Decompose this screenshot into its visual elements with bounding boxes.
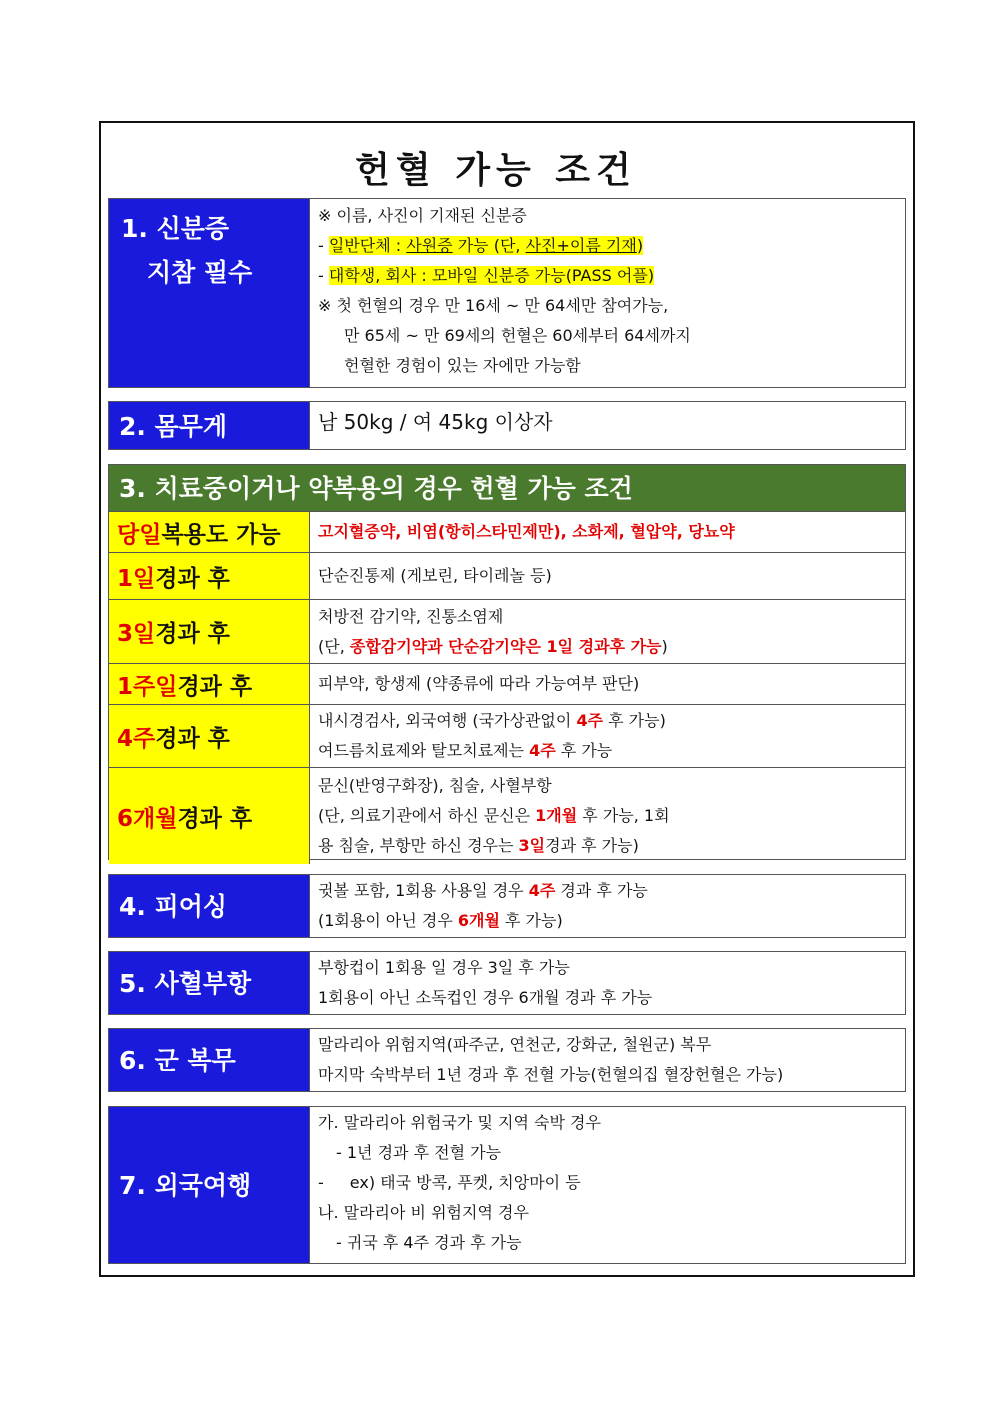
- section-military-label: 6. 군 복무: [109, 1029, 310, 1091]
- text-span: 후 가능): [603, 711, 666, 730]
- text-line: [318, 876, 897, 906]
- section-piercing: [108, 874, 906, 938]
- section-weight: [108, 401, 906, 450]
- text-line: [318, 1168, 897, 1198]
- text-line: - 귀국 후 4주 경과 후 가능: [336, 1233, 522, 1252]
- text-span: ex) 태국 방콕, 푸켓, 치앙마이 등: [349, 1173, 581, 1192]
- table-row: [109, 553, 905, 600]
- row-label-highlight: 4주: [117, 725, 156, 752]
- text-line: 문신(반영구화장), 침술, 사혈부항: [318, 776, 552, 795]
- table-row: [109, 512, 905, 553]
- text-span: 경과 후 가능: [555, 881, 648, 900]
- text-span: 귓볼 포함, 1회용 사용일 경우: [318, 881, 529, 900]
- row-content: [310, 600, 905, 663]
- section-cupping-label: 5. 사혈부항: [109, 952, 310, 1014]
- row-label-text: 경과 후: [177, 673, 253, 700]
- text-span: 6개월: [457, 911, 500, 930]
- text-line: - 1년 경과 후 전혈 가능: [336, 1143, 502, 1162]
- text-span: -: [318, 236, 329, 255]
- row-label-highlight: 1주일: [117, 673, 178, 700]
- row-label-text: 경과 후: [155, 565, 230, 592]
- row-content: [310, 705, 905, 767]
- row-label-text: 경과 후: [155, 621, 230, 647]
- text-span: 4주: [528, 881, 556, 900]
- section-weight-content: 남 50kg / 여 45kg 이상자: [318, 410, 553, 434]
- text-span: 내시경검사, 외국여행 (국가상관없이: [318, 711, 577, 730]
- text-line: [318, 801, 897, 831]
- row-content: [310, 768, 905, 864]
- text-span: ): [636, 236, 644, 255]
- text-span: -: [318, 266, 329, 285]
- section-military-content: [310, 1029, 905, 1091]
- text-span: 3일: [518, 836, 546, 855]
- text-line: [318, 231, 897, 261]
- text-line: ※ 첫 헌혈의 경우 만 16세 ~ 만 64세만 참여가능,: [318, 296, 669, 315]
- row-label-highlight: 3일: [117, 621, 156, 647]
- text-span: (단,: [318, 636, 350, 656]
- row-label-text: 경과 후: [177, 805, 253, 832]
- text-span: 후 가능): [499, 911, 563, 930]
- text-span: 가능 (단,: [452, 236, 526, 255]
- text-line: 말라리아 위험지역(파주군, 연천군, 강화군, 철원군) 복무: [318, 1035, 712, 1054]
- row-label-text: 경과 후: [155, 725, 230, 752]
- section-cupping: [108, 951, 906, 1015]
- text-line: 부항컵이 1회용 일 경우 3일 후 가능: [318, 958, 570, 977]
- text-line: 단순진통제 (게보린, 타이레놀 등): [318, 566, 552, 585]
- text-line: 가. 말라리아 위험국가 및 지역 숙박 경우: [318, 1113, 601, 1132]
- text-line: 고지혈증약, 비염(항히스타민제만), 소화제, 혈압약, 당뇨약: [318, 522, 735, 541]
- label-line: 지참 필수: [147, 258, 253, 287]
- row-label: [109, 512, 310, 552]
- section-id-card: [108, 198, 906, 388]
- label-line: 1. 신분증: [121, 214, 230, 243]
- text-span: 종합감기약과 단순감기약은 1일 경과후 가능: [349, 636, 662, 656]
- row-label-highlight: 1일: [117, 565, 156, 592]
- text-span: 4주: [529, 741, 556, 760]
- section-medication: [108, 464, 906, 860]
- section-id-card-content: [310, 199, 905, 387]
- row-label-highlight: 당일: [117, 521, 162, 548]
- section-military: [108, 1028, 906, 1092]
- text-line: [318, 261, 897, 291]
- text-line: 나. 말라리아 비 위험지역 경우: [318, 1203, 529, 1222]
- text-line: [318, 906, 897, 936]
- table-row: [109, 600, 905, 664]
- text-line: 처방전 감기약, 진통소염제: [318, 606, 504, 626]
- row-content: [310, 553, 905, 599]
- text-span: 여드름치료제와 탈모치료제는: [318, 741, 530, 760]
- text-span: (1회용이 아닌 경우: [318, 911, 458, 930]
- text-span: (단, 의료기관에서 하신 문신은: [318, 806, 536, 825]
- text-line: 마지막 숙박부터 1년 경과 후 전혈 가능(헌혈의집 혈장헌혈은 가능): [318, 1065, 784, 1084]
- text-span: -: [318, 1173, 324, 1192]
- section-travel-content: [310, 1107, 905, 1263]
- row-label: [109, 705, 310, 767]
- text-span: 일반단체 :: [328, 236, 407, 255]
- highlight: [329, 236, 643, 255]
- highlight: 대학생, 회사 : 모바일 신분증 가능(PASS 어플): [328, 266, 655, 285]
- section-medication-header: 3. 치료중이거나 약복용의 경우 헌혈 가능 조건: [109, 465, 905, 512]
- text-span: 사진+이름 기재: [525, 236, 637, 255]
- text-span: 후 가능: [555, 741, 613, 760]
- table-row: [109, 705, 905, 768]
- section-travel: [108, 1106, 906, 1264]
- row-content: [310, 664, 905, 704]
- text-line: 만 65세 ~ 만 69세의 헌혈은 60세부터 64세까지: [344, 326, 691, 345]
- text-span: 4주: [576, 711, 604, 730]
- row-label-text: 복용도 가능: [161, 521, 281, 548]
- row-label: [109, 600, 310, 663]
- row-label: [109, 768, 310, 864]
- text-span: 후 가능, 1회: [577, 806, 670, 825]
- text-line: 1회용이 아닌 소독컵인 경우 6개월 경과 후 가능: [318, 988, 653, 1007]
- section-piercing-content: [310, 875, 905, 937]
- table-row: [109, 664, 905, 705]
- section-weight-label: 2. 몸무게: [109, 402, 310, 449]
- text-line: [318, 831, 897, 861]
- section-piercing-label: 4. 피어싱: [109, 875, 310, 937]
- section-cupping-content: [310, 952, 905, 1014]
- text-span: 1개월: [535, 806, 578, 825]
- text-line: [318, 706, 897, 736]
- text-line: 피부약, 항생제 (약종류에 따라 가능여부 판단): [318, 674, 640, 693]
- table-row: [109, 768, 905, 864]
- row-content: [310, 512, 905, 552]
- section-travel-label: 7. 외국여행: [109, 1107, 310, 1263]
- text-line: ※ 이름, 사진이 기재된 신분증: [318, 206, 527, 225]
- text-line: 헌혈한 경험이 있는 자에만 가능함: [344, 356, 581, 375]
- text-line: [318, 736, 897, 766]
- text-span: 용 침술, 부항만 하신 경우는: [318, 836, 519, 855]
- text-span: ): [661, 636, 668, 656]
- text-span: 경과 후 가능): [545, 836, 639, 855]
- row-label: [109, 553, 310, 599]
- section-id-card-label: [109, 199, 310, 387]
- row-label-highlight: 6개월: [117, 805, 178, 832]
- row-label: [109, 664, 310, 704]
- page-title: 헌혈 가능 조건: [355, 150, 637, 191]
- text-line: [318, 632, 897, 662]
- text-span: 사원증: [406, 236, 453, 255]
